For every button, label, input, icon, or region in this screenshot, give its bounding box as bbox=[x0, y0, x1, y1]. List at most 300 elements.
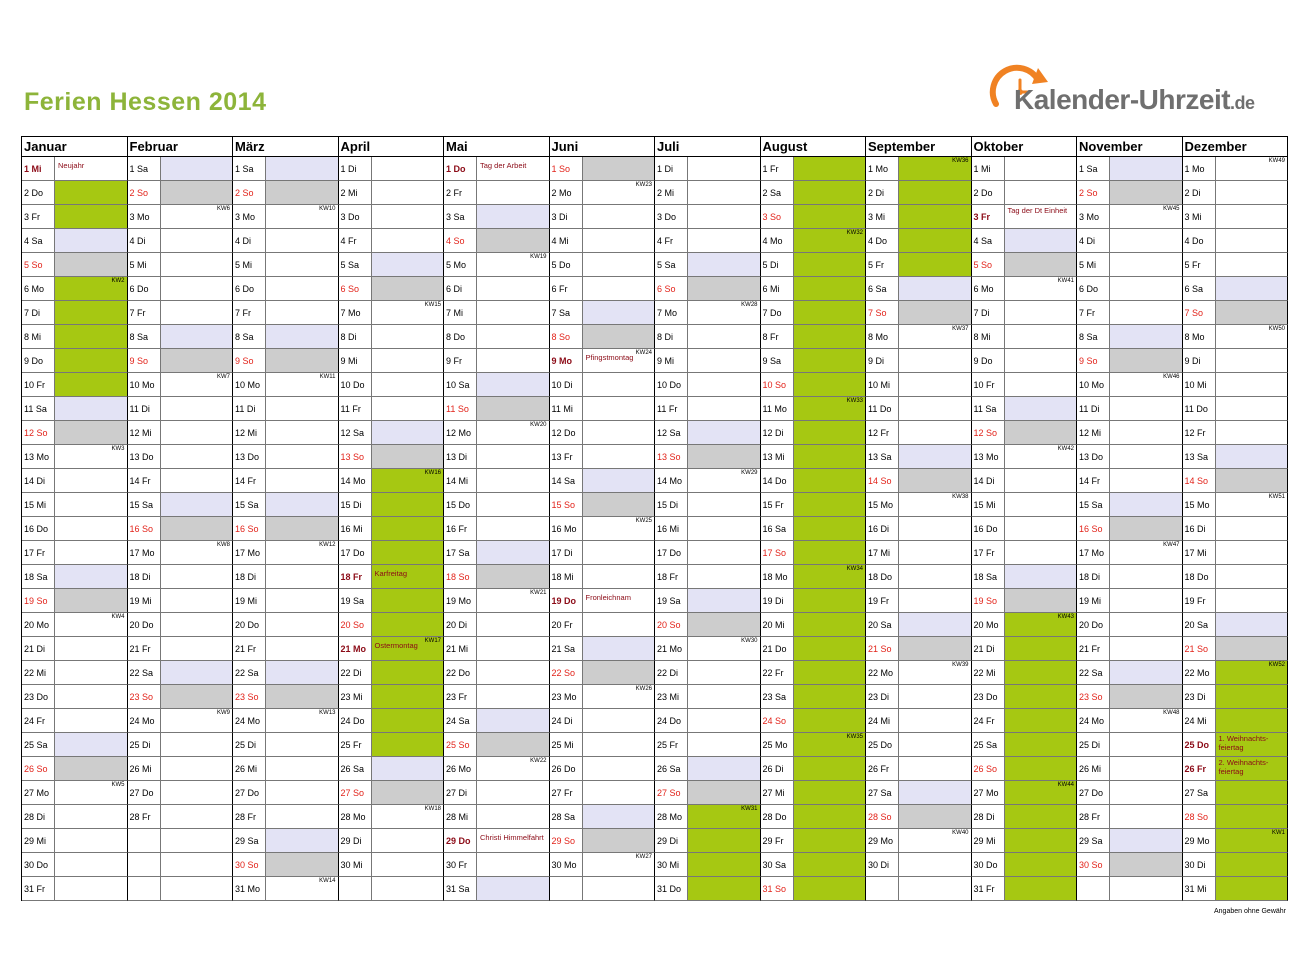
day-entry bbox=[794, 805, 866, 828]
day-label: 1 Sa bbox=[233, 157, 266, 180]
day-entry bbox=[1005, 853, 1077, 876]
day-label: 26 Mo bbox=[444, 757, 477, 780]
day-cell bbox=[1077, 301, 1183, 325]
day-cell bbox=[128, 685, 234, 709]
day-cell bbox=[972, 541, 1078, 565]
day-entry bbox=[1216, 805, 1288, 828]
day-cell bbox=[1183, 157, 1289, 181]
day-entry bbox=[1005, 541, 1077, 564]
day-cell bbox=[866, 517, 972, 541]
day-label: 20 Mo bbox=[22, 613, 55, 636]
day-entry bbox=[161, 277, 233, 300]
day-cell bbox=[22, 277, 128, 301]
day-entry bbox=[583, 661, 655, 684]
day-entry bbox=[1110, 589, 1182, 612]
day-cell bbox=[1077, 877, 1183, 901]
day-entry bbox=[266, 661, 338, 684]
day-cell bbox=[339, 733, 445, 757]
day-entry bbox=[1110, 205, 1182, 228]
day-entry bbox=[1216, 829, 1288, 852]
day-cell bbox=[1183, 685, 1289, 709]
day-entry bbox=[1005, 181, 1077, 204]
day-entry bbox=[372, 685, 444, 708]
day-entry bbox=[1110, 325, 1182, 348]
day-entry bbox=[161, 229, 233, 252]
day-cell bbox=[1077, 517, 1183, 541]
day-entry bbox=[899, 397, 971, 420]
day-entry bbox=[583, 421, 655, 444]
day-cell bbox=[444, 589, 550, 613]
day-cell bbox=[972, 877, 1078, 901]
day-cell bbox=[1183, 805, 1289, 829]
week-number: KW33 bbox=[846, 398, 863, 404]
day-entry bbox=[1216, 493, 1288, 516]
day-cell bbox=[655, 589, 761, 613]
day-label: 17 Do bbox=[655, 541, 688, 564]
day-row bbox=[22, 421, 1288, 445]
day-entry bbox=[794, 349, 866, 372]
day-entry bbox=[1005, 805, 1077, 828]
day-entry bbox=[899, 157, 971, 180]
day-cell bbox=[128, 709, 234, 733]
day-cell bbox=[444, 709, 550, 733]
day-cell bbox=[972, 421, 1078, 445]
day-entry bbox=[899, 229, 971, 252]
day-label: 15 Mi bbox=[22, 493, 55, 516]
day-entry bbox=[1216, 301, 1288, 324]
day-label: 7 Fr bbox=[128, 301, 161, 324]
day-entry bbox=[794, 373, 866, 396]
day-cell bbox=[1077, 277, 1183, 301]
day-label: 2 Di bbox=[1183, 181, 1216, 204]
day-entry bbox=[1005, 517, 1077, 540]
day-entry bbox=[583, 829, 655, 852]
day-label: 1 Do bbox=[444, 157, 477, 180]
day-entry bbox=[55, 517, 127, 540]
day-label: 10 Mi bbox=[1183, 373, 1216, 396]
day-label: 20 Mo bbox=[972, 613, 1005, 636]
week-number: KW19 bbox=[530, 254, 547, 260]
holiday-name: Karfreitag bbox=[374, 569, 408, 578]
day-cell bbox=[444, 445, 550, 469]
day-label: 16 Do bbox=[22, 517, 55, 540]
day-entry bbox=[899, 493, 971, 516]
day-row bbox=[22, 205, 1288, 229]
day-cell bbox=[655, 325, 761, 349]
day-cell bbox=[655, 733, 761, 757]
day-label: 5 Do bbox=[550, 253, 583, 276]
day-cell bbox=[128, 205, 234, 229]
day-cell bbox=[22, 829, 128, 853]
day-label: 24 Fr bbox=[972, 709, 1005, 732]
day-label: 24 Sa bbox=[444, 709, 477, 732]
day-entry bbox=[794, 709, 866, 732]
day-cell bbox=[233, 613, 339, 637]
day-label: 31 Mi bbox=[1183, 877, 1216, 900]
day-label: 14 So bbox=[1183, 469, 1216, 492]
day-entry bbox=[794, 685, 866, 708]
day-entry bbox=[55, 781, 127, 804]
day-entry bbox=[266, 565, 338, 588]
day-entry bbox=[477, 661, 549, 684]
day-label: 22 Mo bbox=[1183, 661, 1216, 684]
day-cell bbox=[22, 253, 128, 277]
day-entry bbox=[583, 805, 655, 828]
day-label: 17 Sa bbox=[444, 541, 477, 564]
day-entry bbox=[266, 253, 338, 276]
day-cell bbox=[22, 733, 128, 757]
day-label: 29 So bbox=[550, 829, 583, 852]
day-cell bbox=[655, 757, 761, 781]
day-label: 5 Mi bbox=[233, 253, 266, 276]
day-entry bbox=[794, 565, 866, 588]
day-row bbox=[22, 853, 1288, 877]
day-entry bbox=[794, 757, 866, 780]
day-cell bbox=[1077, 757, 1183, 781]
day-cell bbox=[972, 661, 1078, 685]
day-label: 27 Do bbox=[128, 781, 161, 804]
day-entry bbox=[266, 301, 338, 324]
day-entry bbox=[794, 613, 866, 636]
day-label: 13 Do bbox=[128, 445, 161, 468]
day-entry bbox=[794, 229, 866, 252]
day-cell bbox=[655, 637, 761, 661]
day-label: 6 Do bbox=[233, 277, 266, 300]
day-cell bbox=[1077, 661, 1183, 685]
day-cell bbox=[1183, 421, 1289, 445]
week-number: KW46 bbox=[1163, 374, 1180, 380]
day-cell bbox=[128, 853, 234, 877]
day-label: 6 So bbox=[655, 277, 688, 300]
day-entry bbox=[794, 589, 866, 612]
day-cell bbox=[1077, 853, 1183, 877]
day-cell bbox=[444, 661, 550, 685]
day-label: 3 Mo bbox=[128, 205, 161, 228]
day-label: 28 Mo bbox=[339, 805, 372, 828]
day-entry bbox=[1005, 493, 1077, 516]
day-label: 18 Mi bbox=[550, 565, 583, 588]
day-label: 13 Sa bbox=[866, 445, 899, 468]
day-entry bbox=[55, 829, 127, 852]
day-label: 16 So bbox=[128, 517, 161, 540]
day-entry bbox=[899, 685, 971, 708]
day-entry bbox=[583, 877, 655, 900]
day-label: 1 Fr bbox=[761, 157, 794, 180]
day-entry bbox=[899, 469, 971, 492]
day-row bbox=[22, 157, 1288, 181]
day-cell bbox=[972, 205, 1078, 229]
day-cell bbox=[233, 253, 339, 277]
day-entry bbox=[161, 157, 233, 180]
day-entry bbox=[55, 181, 127, 204]
day-entry bbox=[372, 277, 444, 300]
day-entry bbox=[1216, 181, 1288, 204]
day-entry bbox=[794, 781, 866, 804]
day-label: 27 So bbox=[339, 781, 372, 804]
day-cell bbox=[1183, 517, 1289, 541]
day-entry bbox=[372, 709, 444, 732]
day-cell bbox=[444, 517, 550, 541]
day-cell bbox=[761, 469, 867, 493]
day-cell bbox=[866, 205, 972, 229]
day-label: 6 Do bbox=[1077, 277, 1110, 300]
week-number: KW51 bbox=[1268, 494, 1285, 500]
day-entry bbox=[1005, 229, 1077, 252]
day-cell bbox=[866, 445, 972, 469]
day-label: 25 Do bbox=[866, 733, 899, 756]
day-entry bbox=[161, 805, 233, 828]
day-cell bbox=[761, 445, 867, 469]
day-cell bbox=[22, 205, 128, 229]
day-label: 15 Sa bbox=[1077, 493, 1110, 516]
day-entry bbox=[55, 565, 127, 588]
day-row bbox=[22, 733, 1288, 757]
day-entry bbox=[55, 733, 127, 756]
day-entry bbox=[794, 541, 866, 564]
day-entry bbox=[372, 469, 444, 492]
day-cell bbox=[339, 421, 445, 445]
day-label: 3 Mi bbox=[1183, 205, 1216, 228]
day-entry bbox=[55, 685, 127, 708]
day-label: 9 So bbox=[1077, 349, 1110, 372]
day-entry bbox=[161, 853, 233, 876]
day-label: 12 So bbox=[22, 421, 55, 444]
day-cell bbox=[761, 205, 867, 229]
day-cell bbox=[972, 349, 1078, 373]
day-entry bbox=[1005, 781, 1077, 804]
day-cell bbox=[22, 637, 128, 661]
day-cell bbox=[233, 805, 339, 829]
day-label: 15 Do bbox=[444, 493, 477, 516]
day-entry bbox=[1110, 277, 1182, 300]
day-label: 9 Mi bbox=[655, 349, 688, 372]
day-cell bbox=[339, 205, 445, 229]
day-entry bbox=[1216, 373, 1288, 396]
day-entry bbox=[1110, 445, 1182, 468]
week-number: KW4 bbox=[111, 614, 125, 620]
day-entry bbox=[161, 757, 233, 780]
day-entry bbox=[161, 181, 233, 204]
day-cell bbox=[1183, 493, 1289, 517]
day-row bbox=[22, 493, 1288, 517]
day-label: 4 Do bbox=[1183, 229, 1216, 252]
day-entry bbox=[1110, 397, 1182, 420]
day-entry bbox=[477, 853, 549, 876]
day-cell bbox=[866, 349, 972, 373]
day-entry bbox=[477, 421, 549, 444]
day-entry bbox=[477, 589, 549, 612]
day-cell bbox=[550, 421, 656, 445]
day-entry bbox=[1110, 181, 1182, 204]
day-label: 11 Fr bbox=[655, 397, 688, 420]
day-entry bbox=[266, 757, 338, 780]
day-cell bbox=[339, 397, 445, 421]
day-cell bbox=[1183, 565, 1289, 589]
day-row bbox=[22, 229, 1288, 253]
day-cell bbox=[233, 661, 339, 685]
day-entry bbox=[266, 181, 338, 204]
day-label: 12 Mi bbox=[233, 421, 266, 444]
day-cell bbox=[444, 229, 550, 253]
day-entry bbox=[372, 253, 444, 276]
day-cell bbox=[128, 637, 234, 661]
day-label: 25 Do bbox=[1183, 733, 1216, 756]
day-label: 29 Di bbox=[339, 829, 372, 852]
day-entry bbox=[583, 205, 655, 228]
day-label: 22 Mo bbox=[866, 661, 899, 684]
day-entry bbox=[1110, 565, 1182, 588]
week-number: KW52 bbox=[1268, 662, 1285, 668]
day-cell bbox=[655, 373, 761, 397]
day-cell bbox=[1077, 709, 1183, 733]
day-cell bbox=[233, 493, 339, 517]
day-label: 4 Mo bbox=[761, 229, 794, 252]
day-entry bbox=[1216, 589, 1288, 612]
day-label: 29 Fr bbox=[761, 829, 794, 852]
day-entry bbox=[372, 877, 444, 900]
day-cell bbox=[655, 829, 761, 853]
day-label: 14 Fr bbox=[233, 469, 266, 492]
day-label: 17 So bbox=[761, 541, 794, 564]
day-cell bbox=[128, 877, 234, 901]
day-label: 7 Mi bbox=[444, 301, 477, 324]
day-cell bbox=[972, 445, 1078, 469]
day-cell bbox=[444, 853, 550, 877]
day-cell bbox=[761, 685, 867, 709]
day-entry bbox=[161, 541, 233, 564]
day-entry bbox=[583, 781, 655, 804]
day-entry bbox=[688, 757, 760, 780]
day-label: 11 Sa bbox=[972, 397, 1005, 420]
day-cell bbox=[233, 277, 339, 301]
day-cell bbox=[655, 805, 761, 829]
day-entry bbox=[1216, 229, 1288, 252]
day-entry bbox=[1110, 781, 1182, 804]
day-cell bbox=[761, 493, 867, 517]
day-label: 12 Di bbox=[761, 421, 794, 444]
day-entry bbox=[794, 733, 866, 756]
day-entry bbox=[1005, 349, 1077, 372]
day-label: 4 Di bbox=[1077, 229, 1110, 252]
day-label: 1 Mo bbox=[866, 157, 899, 180]
day-cell bbox=[444, 469, 550, 493]
day-label: 2 Mo bbox=[550, 181, 583, 204]
day-label: 4 So bbox=[444, 229, 477, 252]
day-label: 10 So bbox=[761, 373, 794, 396]
day-label: 25 Mi bbox=[550, 733, 583, 756]
day-cell bbox=[866, 661, 972, 685]
day-label: 14 Fr bbox=[128, 469, 161, 492]
day-label: 28 Do bbox=[761, 805, 794, 828]
day-row bbox=[22, 829, 1288, 853]
month-header: November bbox=[1077, 137, 1183, 157]
day-cell bbox=[761, 301, 867, 325]
day-cell bbox=[972, 397, 1078, 421]
day-cell bbox=[339, 373, 445, 397]
day-entry bbox=[266, 229, 338, 252]
day-label: 13 Fr bbox=[550, 445, 583, 468]
day-label: 1 Mi bbox=[22, 157, 55, 180]
day-entry bbox=[477, 253, 549, 276]
day-label: 21 Sa bbox=[550, 637, 583, 660]
week-number: KW50 bbox=[1268, 326, 1285, 332]
day-label: 9 Do bbox=[972, 349, 1005, 372]
logo[interactable] bbox=[986, 62, 1276, 124]
month-header: Oktober bbox=[972, 137, 1078, 157]
day-label: 29 Do bbox=[444, 829, 477, 852]
day-entry bbox=[55, 637, 127, 660]
day-cell bbox=[1183, 709, 1289, 733]
day-entry bbox=[1005, 565, 1077, 588]
day-cell bbox=[339, 589, 445, 613]
day-entry bbox=[477, 757, 549, 780]
day-label: 1 So bbox=[550, 157, 583, 180]
day-label: 12 Do bbox=[550, 421, 583, 444]
day-label: 3 So bbox=[761, 205, 794, 228]
day-cell bbox=[444, 373, 550, 397]
day-entry bbox=[688, 445, 760, 468]
day-cell bbox=[22, 349, 128, 373]
day-entry bbox=[688, 349, 760, 372]
day-entry bbox=[477, 445, 549, 468]
day-label: 2 Mi bbox=[655, 181, 688, 204]
day-entry bbox=[583, 373, 655, 396]
holiday-name: 2. Weihnachts-feiertag bbox=[1218, 758, 1269, 776]
day-label: 20 Do bbox=[233, 613, 266, 636]
day-label: 19 Fr bbox=[866, 589, 899, 612]
day-entry bbox=[372, 613, 444, 636]
day-label: 12 So bbox=[972, 421, 1005, 444]
day-cell bbox=[972, 829, 1078, 853]
day-label: 4 Di bbox=[233, 229, 266, 252]
day-entry bbox=[583, 157, 655, 180]
day-label: 14 So bbox=[866, 469, 899, 492]
day-row bbox=[22, 301, 1288, 325]
day-label: 23 Do bbox=[972, 685, 1005, 708]
day-entry bbox=[1005, 685, 1077, 708]
day-entry bbox=[1110, 661, 1182, 684]
day-cell bbox=[1077, 181, 1183, 205]
day-entry bbox=[583, 397, 655, 420]
day-entry bbox=[266, 277, 338, 300]
day-cell bbox=[761, 733, 867, 757]
day-cell bbox=[128, 277, 234, 301]
day-cell bbox=[866, 589, 972, 613]
day-label: 13 Mo bbox=[972, 445, 1005, 468]
day-entry bbox=[55, 421, 127, 444]
day-label: 28 Mo bbox=[655, 805, 688, 828]
day-entry bbox=[55, 301, 127, 324]
day-label: 3 Do bbox=[655, 205, 688, 228]
day-entry bbox=[372, 445, 444, 468]
day-label: 19 Do bbox=[550, 589, 583, 612]
day-cell bbox=[1183, 661, 1289, 685]
day-cell bbox=[1077, 805, 1183, 829]
day-label: 6 Sa bbox=[1183, 277, 1216, 300]
day-label: 10 Fr bbox=[22, 373, 55, 396]
day-entry bbox=[55, 445, 127, 468]
day-cell bbox=[761, 373, 867, 397]
day-label: 21 So bbox=[866, 637, 899, 660]
day-label: 22 Di bbox=[339, 661, 372, 684]
day-label: 4 Di bbox=[128, 229, 161, 252]
day-cell bbox=[444, 565, 550, 589]
day-cell bbox=[972, 685, 1078, 709]
day-entry bbox=[161, 349, 233, 372]
day-cell bbox=[550, 853, 656, 877]
day-entry bbox=[688, 373, 760, 396]
day-entry bbox=[583, 733, 655, 756]
